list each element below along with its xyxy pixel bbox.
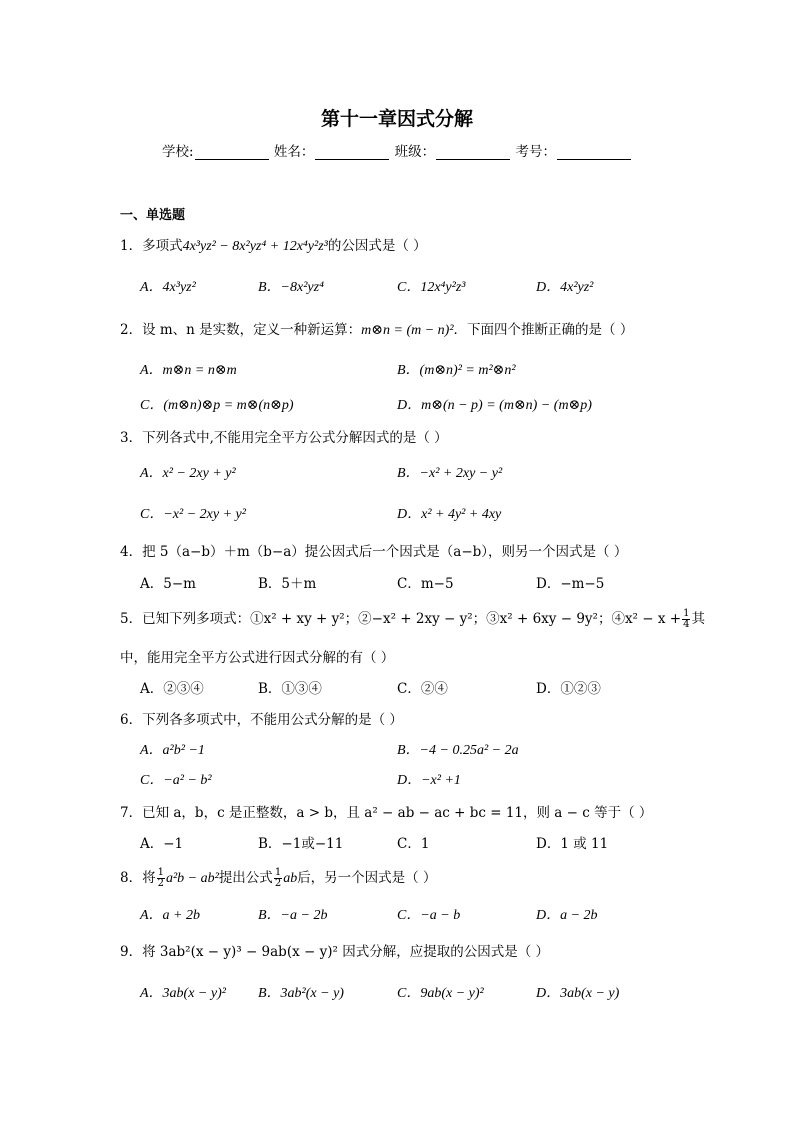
question-5-fraction xyxy=(682,609,690,630)
fraction-denominator: 2 xyxy=(274,878,282,889)
question-8-expression: a²b − ab² xyxy=(165,871,219,886)
question-1-expression: 4x³yz² − 8x²yz⁴ + 12x⁴y²z³ xyxy=(182,239,328,254)
question-7-option-d[interactable]: D．1 或 11 xyxy=(536,836,609,852)
question-2-text-end: ．下面四个推断正确的是（ ） xyxy=(453,322,634,338)
question-5-stem xyxy=(120,607,705,630)
fraction-denominator: 4 xyxy=(683,619,690,630)
question-1-text-end: 的公因式是（ ） xyxy=(327,238,427,254)
question-5-option-d[interactable]: D．①②③ xyxy=(536,681,601,697)
question-8-fraction-2 xyxy=(274,868,282,889)
question-2-expression: m⊗n = (m − n)² xyxy=(361,323,454,338)
section-heading: 一、单选题 xyxy=(120,208,186,223)
question-4-option-d[interactable]: D．−m−5 xyxy=(536,576,605,592)
question-8-text: 8．将 xyxy=(120,870,156,886)
class-label: 班级： xyxy=(394,144,436,160)
question-8-expression-2: ab xyxy=(283,871,298,886)
question-4-option-a[interactable]: A．5−m xyxy=(140,576,196,592)
question-2-text: 2．设 m、n 是实数，定义一种新运算： xyxy=(120,322,362,338)
question-9-stem: 9．将 3ab²(x − y)³ − 9ab(x − y)² 因式分解，应提取的公因式是（ ） xyxy=(120,944,549,960)
class-blank[interactable] xyxy=(436,145,510,160)
question-3-option-c[interactable]: C．−x² − 2xy + y² xyxy=(140,507,246,522)
question-3-option-b[interactable]: B．−x² + 2xy − y² xyxy=(397,466,503,481)
question-7-option-b[interactable]: B．−1或−11 xyxy=(258,836,344,852)
question-8-option-c[interactable]: C．−a − b xyxy=(397,908,461,923)
question-5-option-b[interactable]: B．①③④ xyxy=(258,681,322,697)
student-info-line xyxy=(0,140,794,160)
question-7-option-a[interactable]: A．−1 xyxy=(140,836,184,852)
number-label: 考号： xyxy=(515,144,556,160)
question-7-stem: 7．已知 a，b，c 是正整数，a > b，且 a² − ab − ac + bc = 11，则 a − c 等于（ ） xyxy=(120,805,653,821)
name-blank[interactable] xyxy=(315,145,389,160)
question-1-option-d[interactable]: D．4x²yz² xyxy=(536,280,594,295)
question-8-fraction-1 xyxy=(157,868,165,889)
question-6-stem: 6．下列各多项式中，不能用公式分解的是（ ） xyxy=(120,712,403,728)
question-5-option-a[interactable]: A．②③④ xyxy=(140,681,204,697)
question-1-stem xyxy=(120,234,427,255)
question-8-text-mid: 提出公式 xyxy=(218,870,273,886)
question-8-stem xyxy=(120,866,436,889)
question-2-option-c[interactable]: C．(m⊗n)⊗p = m⊗(n⊗p) xyxy=(140,398,294,413)
question-2-option-a[interactable]: A．m⊗n = n⊗m xyxy=(140,363,237,378)
question-4-option-b[interactable]: B．5＋m xyxy=(258,576,317,592)
question-5-text: 5．已知下列多项式：①x² + xy + y²；②−x² + 2xy − y²；③x² + 6xy − 9y²；④x² − x + xyxy=(120,611,682,627)
question-9-option-b[interactable]: B．3ab²(x − y) xyxy=(258,986,344,1001)
question-3-stem: 3．下列各式中,不能用完全平方公式分解因式的是（ ） xyxy=(120,430,448,446)
fraction-numerator: 1 xyxy=(274,867,282,878)
question-8-text-end: 后，另一个因式是（ ） xyxy=(297,870,437,886)
school-label: 学校: xyxy=(162,144,194,160)
question-3-option-d[interactable]: D．x² + 4y² + 4xy xyxy=(397,507,502,522)
question-4-stem: 4．把 5（a−b）＋m（b−a）提公因式后一个因式是（a−b），则另一个因式是（ ） xyxy=(120,544,628,560)
question-6-option-c[interactable]: C．−a² − b² xyxy=(140,773,212,788)
question-1-option-a[interactable]: A．4x³yz² xyxy=(140,280,196,295)
fraction-numerator: 1 xyxy=(683,608,690,619)
name-label: 姓名： xyxy=(273,144,315,160)
question-6-option-d[interactable]: D．−x² +1 xyxy=(397,773,461,788)
question-9-option-c[interactable]: C．9ab(x − y)² xyxy=(397,986,484,1001)
page-title: 第十一章因式分解 xyxy=(320,108,473,130)
question-3-option-a[interactable]: A．x² − 2xy + y² xyxy=(140,466,236,481)
question-1-option-b[interactable]: B．−8x²yz⁴ xyxy=(258,280,324,295)
question-6-option-b[interactable]: B．−4 − 0.25a² − 2a xyxy=(397,743,519,758)
question-1-text: 1．多项式 xyxy=(120,238,183,254)
question-9-option-d[interactable]: D．3ab(x − y) xyxy=(536,986,620,1001)
question-8-option-a[interactable]: A．a + 2b xyxy=(140,908,200,923)
question-7-option-c[interactable]: C．1 xyxy=(397,836,430,852)
question-8-option-d[interactable]: D．a − 2b xyxy=(536,908,598,923)
question-9-option-a[interactable]: A．3ab(x − y)² xyxy=(140,986,226,1001)
question-8-option-b[interactable]: B．−a − 2b xyxy=(258,908,328,923)
question-6-option-a[interactable]: A．a²b² −1 xyxy=(140,743,205,758)
number-blank[interactable] xyxy=(557,145,631,160)
school-blank[interactable] xyxy=(195,145,269,160)
question-4-option-c[interactable]: C．m−5 xyxy=(397,576,454,592)
fraction-denominator: 2 xyxy=(157,878,164,889)
question-5-text-end: 其 xyxy=(691,611,705,627)
question-5-stem-line2: 中，能用完全平方公式进行因式分解的有（ ） xyxy=(120,650,395,666)
question-1-option-c[interactable]: C．12x⁴y²z³ xyxy=(397,280,466,295)
question-2-option-d[interactable]: D．m⊗(n − p) = (m⊗n) − (m⊗p) xyxy=(397,398,592,413)
question-5-option-c[interactable]: C．②④ xyxy=(397,681,448,697)
question-2-stem xyxy=(120,318,633,339)
question-2-option-b[interactable]: B．(m⊗n)² = m²⊗n² xyxy=(397,363,516,378)
fraction-numerator: 1 xyxy=(157,867,164,878)
